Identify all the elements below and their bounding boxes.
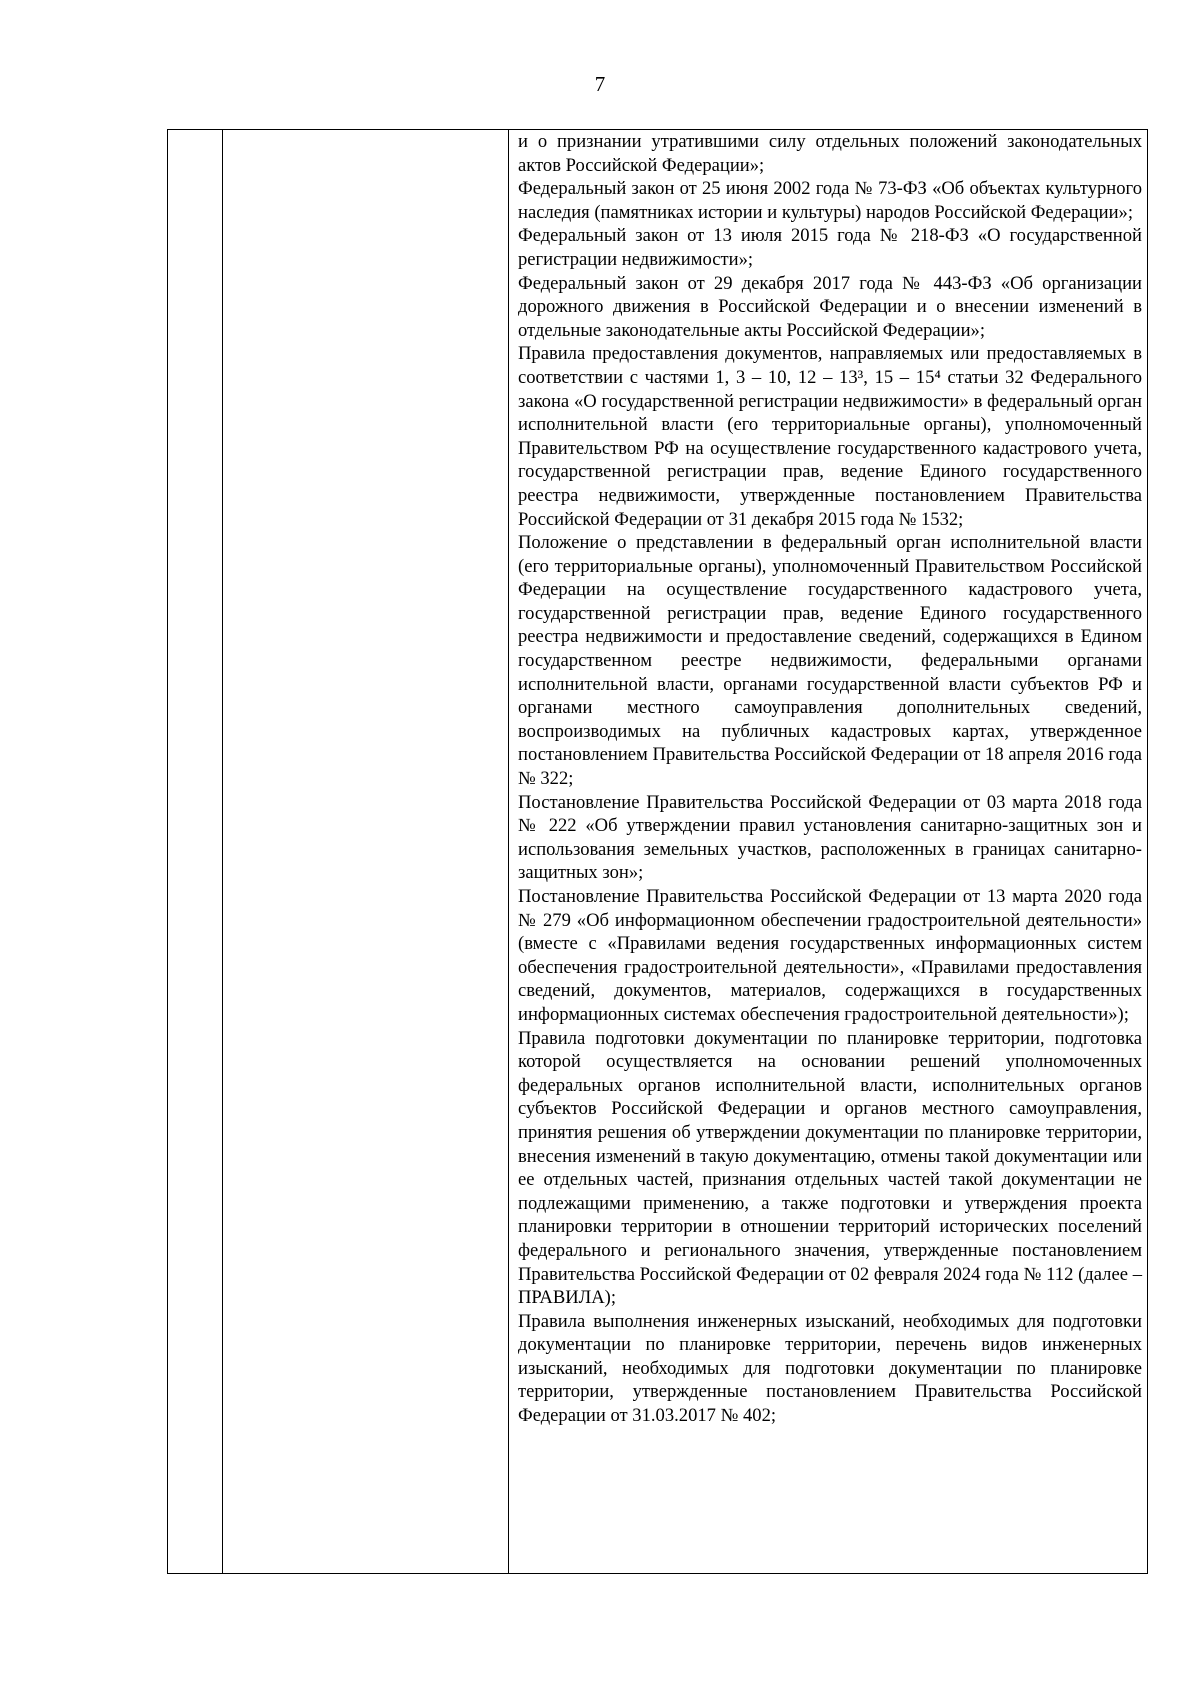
paragraph: Федеральный закон от 29 декабря 2017 года № 443-ФЗ «Об организации дорожного движения в Российской Федерации и о внесении изменений в отдельные законодательные акты Российской Федерации»; xyxy=(518,272,1142,341)
paragraph: Федеральный закон от 25 июня 2002 года № 73-ФЗ «Об объектах культурного наследия (памятниках истории и культуры) народов Российской Федерации»; xyxy=(518,178,1142,223)
paragraph: Постановление Правительства Российской Федерации от 13 марта 2020 года № 279 «Об информационном обеспечении градостроительной деятельности» (вместе с «Правилами ведения государственных информационных систем обеспечения градостроительной деятельности», «Правилами предоставления сведений, документов, материалов, содержащихся в государственных информационных системах обеспечения градостроительной деятельности»); xyxy=(518,886,1142,1025)
document-table xyxy=(167,129,1148,1574)
paragraph: Правила подготовки документации по планировке территории, подготовка которой осуществляется на основании решений уполномоченных федеральных органов исполнительной власти, исполнительных органов субъектов Российской Федерации и органов местного самоуправления, принятия решения об утверждении документации по планировке территории, внесения изменений в такую документацию, отмены такой документации или ее отдельных частей, признания отдельных частей такой документации не подлежащими применению, а также подготовки и утверждения проекта планировки территории в отношении территорий исторических поселений федерального и регионального значения, утвержденные постановлением Правительства Российской Федерации от 02 февраля 2024 года № 112 (далее – ПРАВИЛА); xyxy=(518,1027,1142,1309)
paragraph: и о признании утратившими силу отдельных положений законодательных актов Российской Федерации»; xyxy=(518,131,1142,176)
table-column-divider xyxy=(222,130,223,1573)
paragraph: Правила предоставления документов, направляемых или предоставляемых в соответствии с частями 1, 3 – 10, 12 – 13³, 15 – 15⁴ статьи 32 Федерального закона «О государственной регистрации недвижимости» в федеральный орган исполнительной власти (его территориальные органы), уполномоченный Правительством РФ на осуществление государственного кадастрового учета, государственной регистрации прав, ведение Единого государственного реестра недвижимости, утвержденные постановлением Правительства Российской Федерации от 31 декабря 2015 года № 1532; xyxy=(518,343,1142,530)
paragraph: Постановление Правительства Российской Федерации от 03 марта 2018 года № 222 «Об утверждении правил установления санитарно-защитных зон и использования земельных участков, расположенных в границах санитарно-защитных зон»; xyxy=(518,791,1142,884)
paragraph: Положение о представлении в федеральный орган исполнительной власти (его территориальные органы), уполномоченный Правительством Российской Федерации на осуществление государственного кадастрового учета, государственной регистрации прав, ведение Единого государственного реестра недвижимости и предоставление сведений, содержащихся в Едином государственном реестре недвижимости, федеральными органами исполнительной власти, органами государственной власти субъектов РФ и органами местного самоуправления дополнительных сведений, воспроизводимых на публичных кадастровых картах, утвержденное постановлением Правительства Российской Федерации от 18 апреля 2016 года № 322; xyxy=(518,532,1142,790)
page-number: 7 xyxy=(594,72,606,96)
table-column-divider xyxy=(508,130,509,1573)
paragraph: Федеральный закон от 13 июля 2015 года № 218-ФЗ «О государственной регистрации недвижимости»; xyxy=(518,225,1142,270)
table-cell-legal-basis xyxy=(518,130,1142,1428)
paragraph: Правила выполнения инженерных изысканий, необходимых для подготовки документации по планировке территории, перечень видов инженерных изысканий, необходимых для подготовки документации по планировке территории, утвержденные постановлением Правительства Российской Федерации от 31.03.2017 № 402; xyxy=(518,1310,1142,1427)
